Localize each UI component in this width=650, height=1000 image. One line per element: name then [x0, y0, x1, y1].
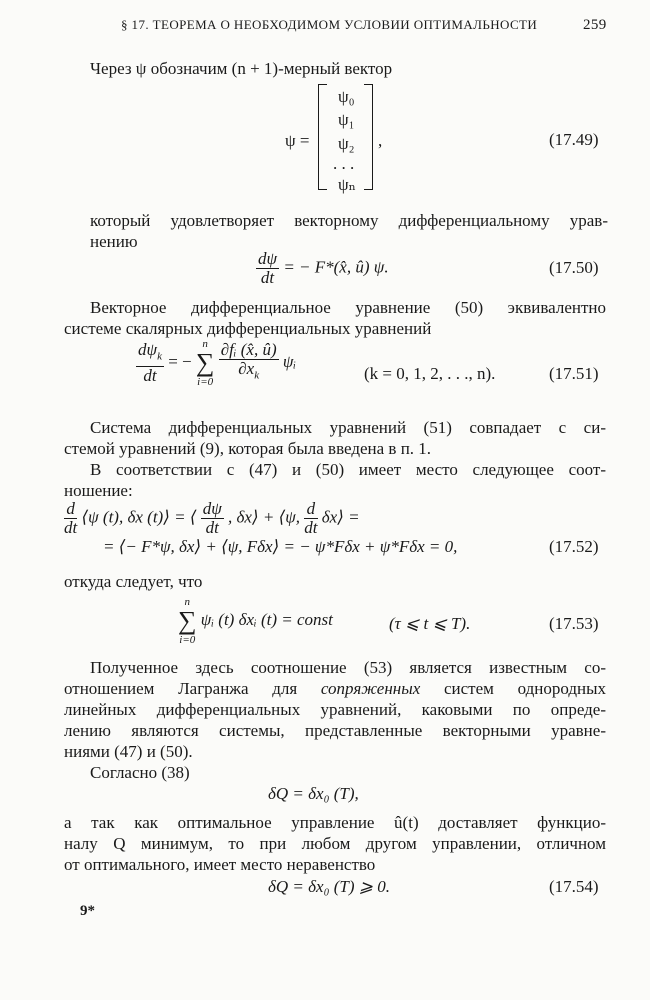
- eq-51: [136, 338, 296, 388]
- eq-49-lhs: ψ =: [285, 131, 310, 150]
- paragraph-line: ниями (47) и (50).: [64, 742, 193, 761]
- eq-52-line-1: $\frac{d}{dt}$ ⟨ψ (t), δx (t)⟩ = ⟨ $\frac{d\psi}{dt}$ , δx⟩ + ⟨ψ, $\frac{d}{dt}$ δx⟩ =: [64, 499, 360, 537]
- subscript: k: [157, 350, 162, 363]
- equation-number: (17.51): [549, 364, 599, 383]
- eq-54: δQ = δx₀ (T) ⩾ 0.: [268, 877, 391, 896]
- sum-lower: i=0: [197, 376, 214, 388]
- paragraph-line: Векторное дифференциальное уравнение (50) эквивалентно: [90, 298, 606, 317]
- frac-den: ∂x: [238, 359, 255, 379]
- vector-entry: ψ₀: [338, 87, 355, 106]
- frac-den: dt: [260, 268, 275, 287]
- equation-number: (17.49): [549, 130, 599, 149]
- emphasis: сопряженных: [320, 679, 421, 698]
- printer-signature: 9*: [80, 903, 95, 919]
- paragraph-line: Полученное здесь соотношение (53) является известным со-: [90, 658, 606, 677]
- sum-upper: n: [184, 596, 191, 608]
- vector-entry: ψₙ: [338, 175, 356, 194]
- frac-num: dψ: [138, 340, 158, 360]
- eq-50-rhs: = − F*(x̂, û) ψ.: [283, 257, 389, 277]
- paragraph-line: лению являются системы, представленные векторными уравне-: [64, 721, 606, 740]
- eq-52-line-2: = ⟨− F*ψ, δx⟩ + ⟨ψ, Fδx⟩ = − ψ*Fδx + ψ*Fδx = 0,: [103, 537, 458, 556]
- vector-entry: ψ₁: [338, 110, 355, 129]
- paragraph-line: а так как оптимальное управление û(t) доставляет функцио-: [64, 813, 606, 832]
- right-bracket: [364, 84, 373, 190]
- text-span: отношением Лагранжа для: [64, 679, 298, 698]
- frac-den: dt: [143, 365, 157, 385]
- left-bracket: [318, 84, 327, 190]
- equation-number: (17.52): [549, 537, 599, 556]
- paragraph-line: Согласно (38): [90, 763, 190, 782]
- sum-icon: ∑: [195, 348, 215, 377]
- eq-52-part: , δx⟩ + ⟨ψ,: [228, 507, 301, 527]
- equation-number: (17.50): [549, 258, 599, 277]
- vector-entry: . . .: [333, 154, 355, 173]
- paragraph-line: от оптимального, имеет место неравенство: [64, 855, 376, 874]
- paragraph-line: который удовлетворяет векторному дифференциальному урав-: [90, 211, 608, 230]
- running-header: § 17. ТЕОРЕМА О НЕОБХОДИМОМ УСЛОВИИ ОПТИМАЛЬНОСТИ: [121, 17, 538, 32]
- eq-52-part: δx⟩ =: [321, 507, 360, 527]
- paragraph-line: ношение:: [64, 481, 133, 500]
- sum-icon: ∑: [178, 606, 197, 635]
- eq-52-part: ⟨ψ (t), δx (t)⟩ = ⟨: [81, 507, 197, 527]
- paragraph-line: откуда следует, что: [64, 572, 203, 591]
- sum-lower: i=0: [179, 634, 196, 646]
- vector-entry: ψ₂: [338, 134, 355, 153]
- eq-49-tail: ,: [378, 131, 383, 150]
- sum-upper: n: [202, 338, 208, 350]
- eq-dq: δQ = δx₀ (T),: [268, 784, 359, 803]
- eq-53-condition: (τ ⩽ t ⩽ T).: [389, 614, 471, 633]
- paragraph-line: налу Q минимум, то при любом другом управлении, отличном: [64, 834, 606, 853]
- equation-number: (17.54): [549, 877, 599, 896]
- text-span: систем однородных: [443, 679, 607, 698]
- frac-num: ∂fᵢ (x̂, û): [220, 340, 277, 360]
- paragraph-line: [64, 678, 606, 699]
- equation-number: (17.53): [549, 614, 599, 633]
- page-number: 259: [583, 17, 607, 33]
- frac-num: dψ: [258, 249, 278, 268]
- eq-53-body: ψᵢ (t) δxᵢ (t) = const: [200, 609, 333, 629]
- paragraph-intro: Через ψ обозначим (n + 1)-мерный вектор: [90, 59, 393, 78]
- eq-51-condition: (k = 0, 1, 2, . . ., n).: [364, 364, 496, 383]
- eq-51-eq: = −: [168, 351, 192, 371]
- subscript: k: [254, 369, 260, 382]
- eq-51-tail: ψᵢ: [282, 351, 297, 371]
- paragraph-line: линейных дифференциальных уравнений, каковыми по опреде-: [64, 700, 606, 719]
- paragraph-line: В соответствии с (47) и (50) имеет место следующее соот-: [90, 460, 606, 479]
- paragraph-line: нению: [90, 232, 138, 251]
- paragraph-line: системе скалярных дифференциальных уравнений: [64, 319, 432, 338]
- paragraph-line: Система дифференциальных уравнений (51) совпадает с си-: [90, 418, 606, 437]
- eq-50: [256, 250, 389, 287]
- paragraph-line: стемой уравнений (9), которая была введена в п. 1.: [64, 439, 432, 458]
- eq-53: [178, 596, 333, 646]
